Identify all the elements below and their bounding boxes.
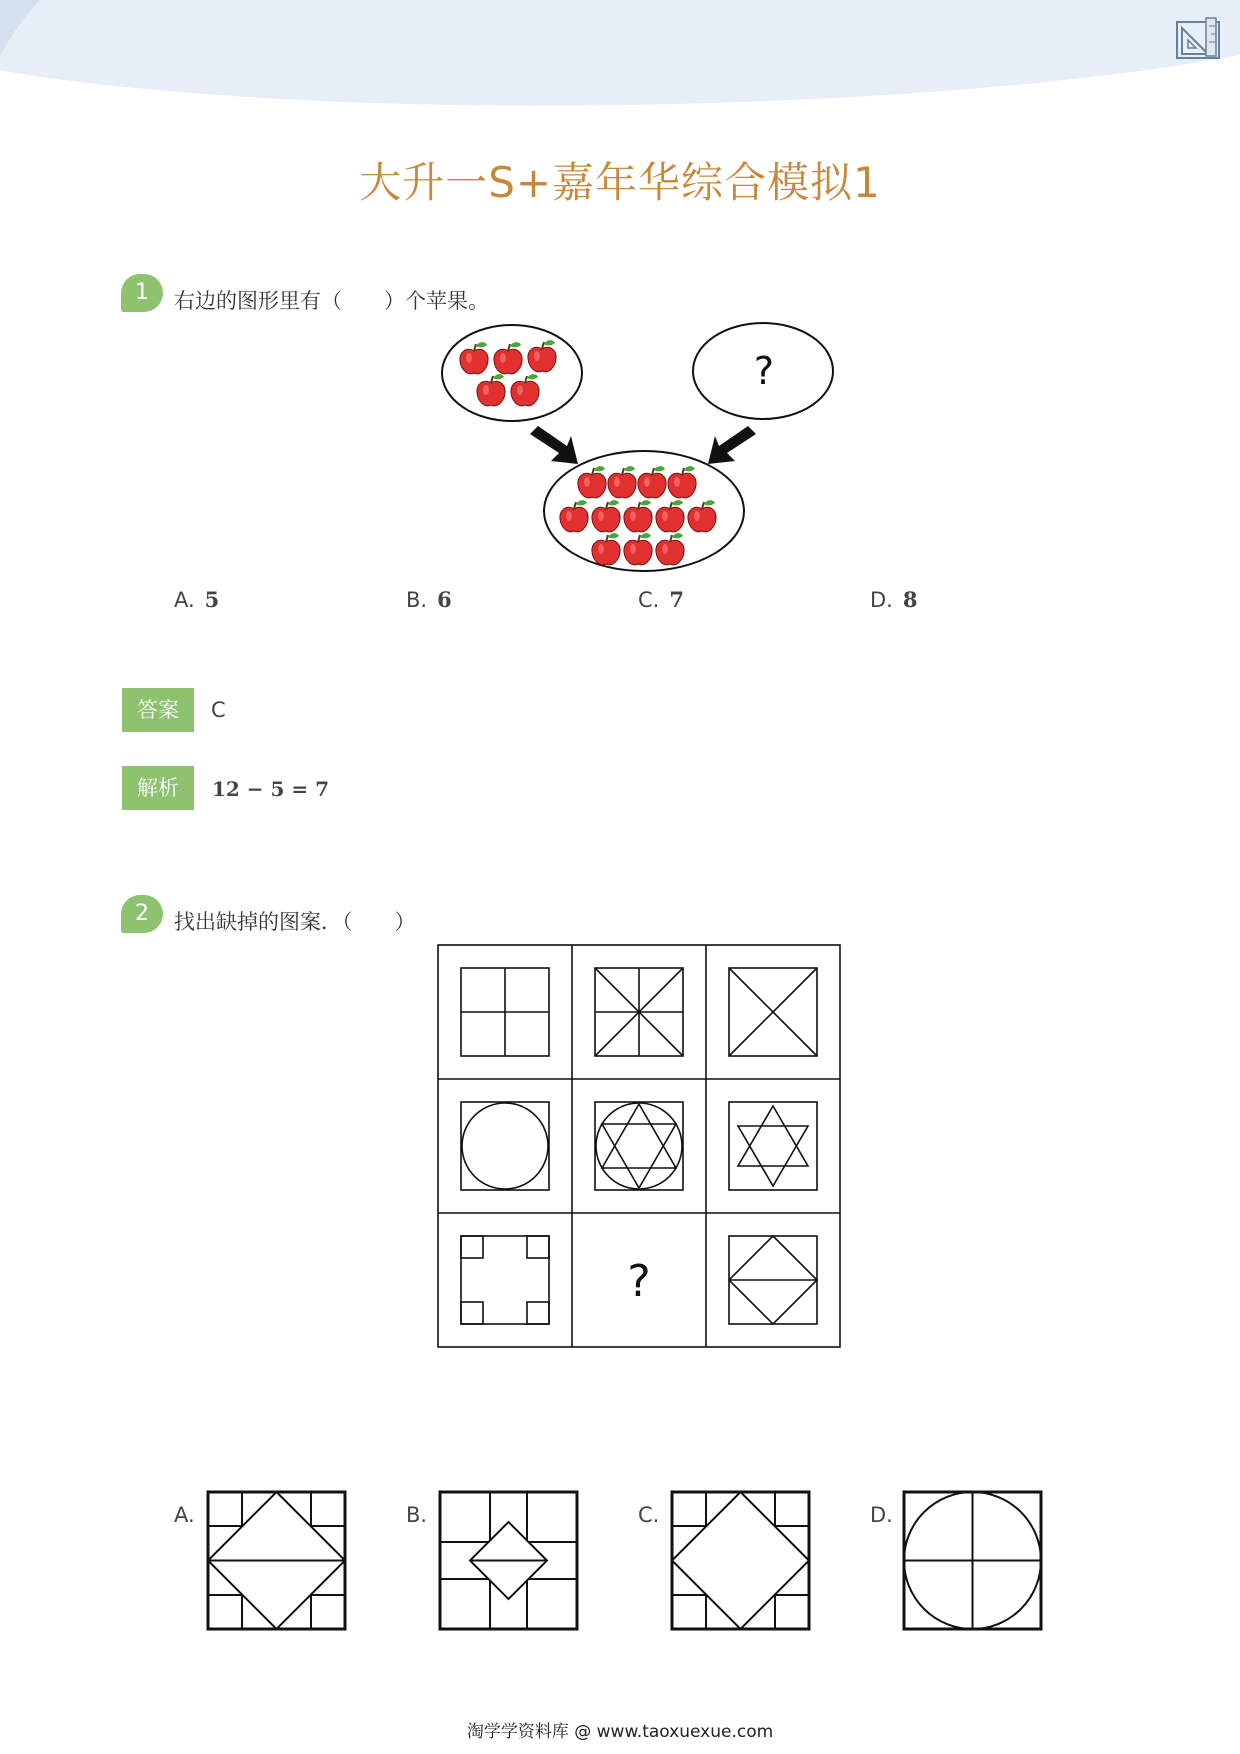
pattern-cell <box>729 968 817 1056</box>
analysis-tag: 解析 <box>122 766 194 810</box>
analysis-value: 12 − 5 = 7 <box>212 777 330 801</box>
question-number-badge: 2 <box>121 895 163 933</box>
pattern-cell <box>461 1102 549 1190</box>
arrow-icon <box>708 426 756 464</box>
header-band <box>0 0 1240 110</box>
pattern-grid <box>437 944 841 1348</box>
arrow-icon <box>530 426 578 464</box>
pattern-cell <box>461 1236 549 1324</box>
missing-pattern-mark: ? <box>627 1256 651 1307</box>
question-mark: ? <box>753 349 775 393</box>
option-a[interactable] <box>174 587 219 612</box>
ruler-triangle-icon <box>1176 16 1222 60</box>
option-value: 8 <box>902 587 918 612</box>
pattern-cell <box>461 968 549 1056</box>
question-number-badge: 1 <box>121 274 163 312</box>
answer-tag: 答案 <box>122 688 194 732</box>
option-d-label: D. <box>870 1503 893 1527</box>
option-value: 7 <box>669 587 684 612</box>
option-d[interactable] <box>870 587 917 612</box>
option-value: 6 <box>437 587 452 612</box>
option-label: A. <box>174 588 195 612</box>
option-d-figure[interactable] <box>902 1490 1043 1631</box>
answer-value: C <box>211 698 226 722</box>
pattern-cell <box>729 1102 817 1190</box>
option-b-label: B. <box>406 1503 428 1527</box>
option-c-figure[interactable] <box>670 1490 811 1631</box>
pattern-cell <box>595 1102 683 1190</box>
option-c-label: C. <box>638 1503 660 1527</box>
question-text: 右边的图形里有（ ）个苹果。 <box>174 289 489 313</box>
option-label: C. <box>638 588 660 612</box>
option-a-label: A. <box>174 1503 195 1527</box>
pattern-cell <box>595 968 683 1056</box>
apple-diagram <box>430 318 850 578</box>
option-label: B. <box>406 588 428 612</box>
option-b[interactable] <box>406 587 452 612</box>
footer-source: 淘学学资料库 @ www.taoxuexue.com <box>466 1722 774 1742</box>
option-value: 5 <box>204 587 220 612</box>
question-text: 找出缺掉的图案．（ ） <box>174 910 416 934</box>
option-a-figure[interactable] <box>206 1490 347 1631</box>
option-b-figure[interactable] <box>438 1490 579 1631</box>
pattern-cell <box>729 1236 817 1324</box>
option-label: D. <box>870 588 893 612</box>
option-c[interactable] <box>638 587 684 612</box>
page-title: 大升一S+嘉年华综合模拟1 <box>359 158 881 207</box>
